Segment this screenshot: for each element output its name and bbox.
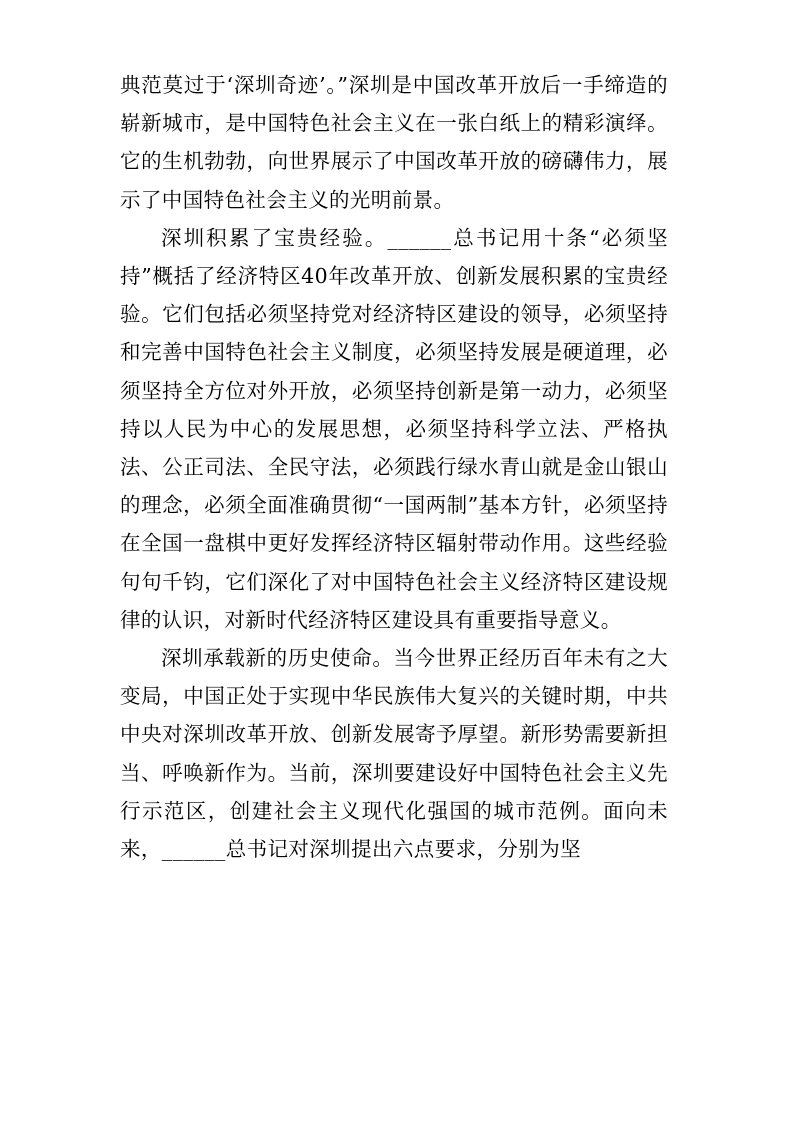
document-body (120, 66, 668, 868)
paragraph-1: 典范莫过于‘深圳奇迹’。”深圳是中国改革开放后一手缔造的崭新城市，是中国特色社会主义在一张白纸上的精彩演绎。它的生机勃勃，向世界展示了中国改革开放的磅礴伟力，展示了中国特色社会主义的光明前景。 (120, 73, 668, 212)
paragraph-3: 深圳承载新的历史使命。当今世界正经历百年未有之大变局，中国正处于实现中华民族伟大复兴的关键时期，中共中央对深圳改革开放、创新发展寄予厚望。新形势需要新担当、呼唤新作为。当前，深圳要建设好中国特色社会主义先行示范区，创建社会主义现代化强国的城市范例。面向未来，______总书记对深圳提出六点要求，分别为坚 (120, 646, 668, 862)
paragraph-2: 深圳积累了宝贵经验。______总书记用十条“必须坚持”概括了经济特区40年改革开放、创新发展积累的宝贵经验。它们包括必须坚持党对经济特区建设的领导，必须坚持和完善中国特色社会主义制度，必须坚持发展是硬道理，必须坚持全方位对外开放，必须坚持创新是第一动力，必须坚持以人民为中心的发展思想，必须坚持科学立法、严格执法、公正司法、全民守法，必须践行绿水青山就是金山银山的理念，必须全面准确贯彻“一国两制”基本方针，必须坚持在全国一盘棋中更好发挥经济特区辐射带动作用。这些经验句句千钧，它们深化了对中国特色社会主义经济特区建设规律的认识，对新时代经济特区建设具有重要指导意义。 (120, 225, 668, 632)
